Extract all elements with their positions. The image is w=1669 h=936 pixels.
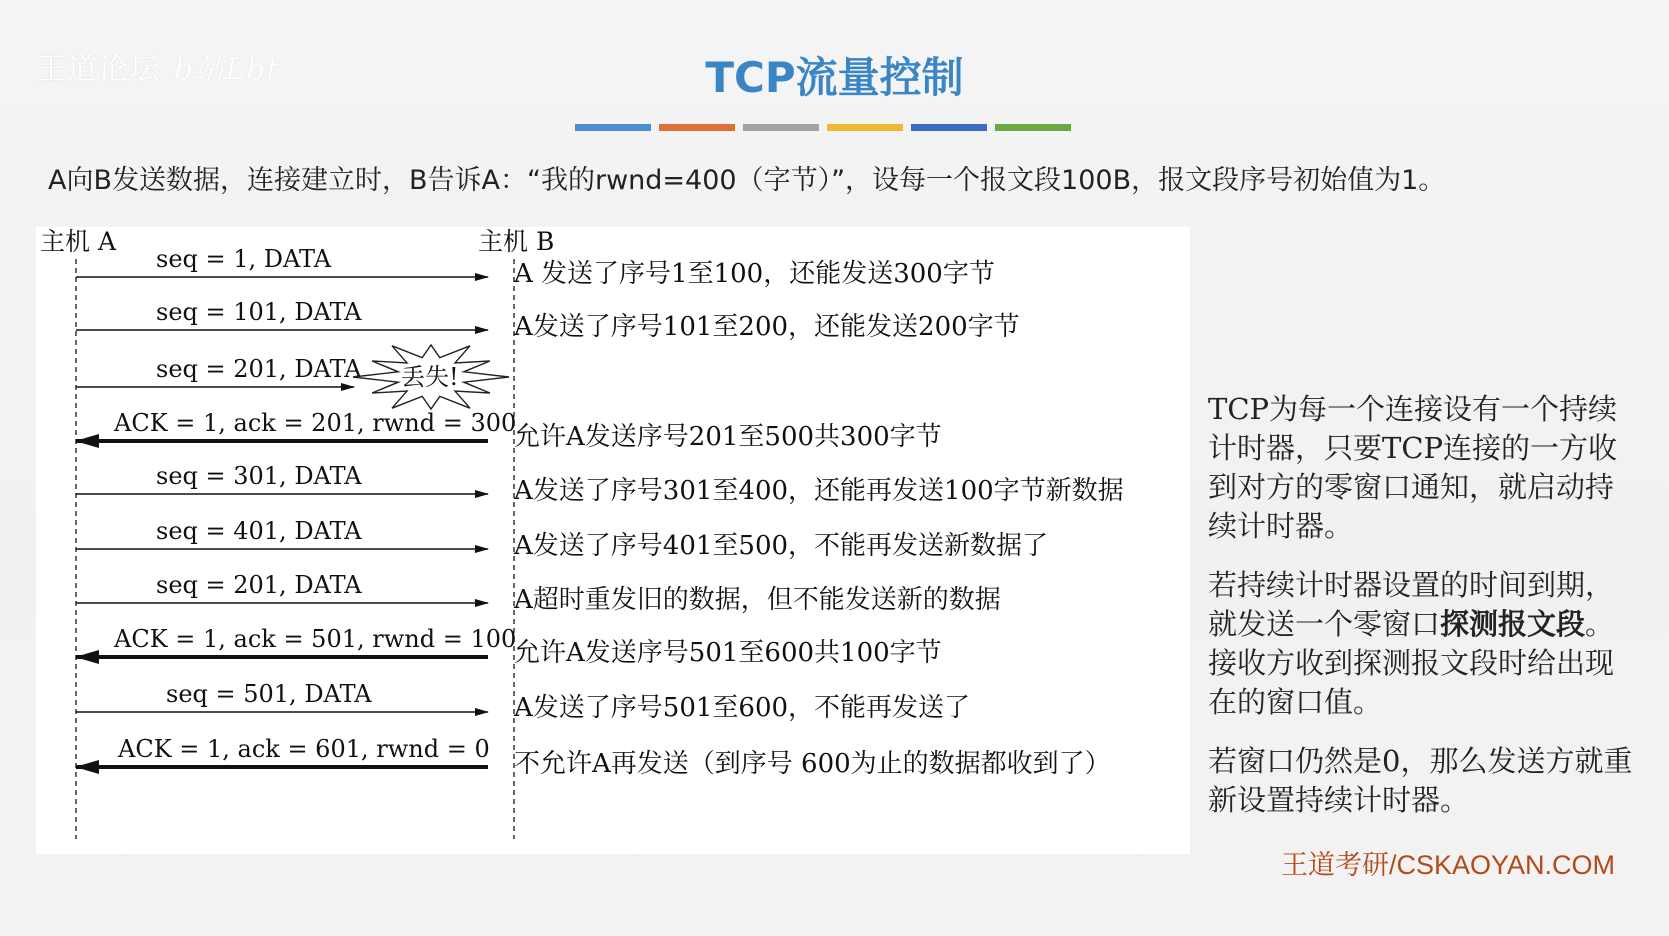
message-label: seq = 501, DATA [166,680,372,708]
color-bar-segment [911,124,987,131]
message-description: 允许A发送序号501至600共100字节 [514,638,942,668]
message-label: ACK = 1, ack = 201, rwnd = 300 [114,409,517,437]
message-label: seq = 1, DATA [156,245,332,273]
color-bar-segment [659,124,735,131]
side-note-3: 若窗口仍然是0，那么发送方就重新设置持续计时器。 [1208,744,1633,817]
message-description: 不允许A再发送（到序号 600为止的数据都收到了） [514,749,1111,779]
message-description: A 发送了序号1至100，还能发送300字节 [514,259,995,289]
watermark-logo: b站Lbt [174,52,280,87]
host-b-label: 主机 B [478,227,555,256]
side-note-2 [1208,566,1638,722]
message-description: A发送了序号401至500，不能再发送新数据了 [514,531,1049,561]
slide-title: TCP流量控制 [705,53,964,102]
side-note-2-bold: 探测报文段 [1440,607,1586,641]
sequence-diagram-panel [36,227,1190,854]
message-label: seq = 201, DATA [156,355,362,383]
lost-label: 丢失! [401,363,459,391]
message-description: 允许A发送序号201至500共300字节 [514,422,942,452]
host-a-label: 主机 A [40,227,117,256]
message-label: seq = 301, DATA [156,462,362,490]
side-note-2-after: 。接收方收到探测报文段时给出现在的窗口值。 [1208,607,1615,719]
message-description: A发送了序号101至200，还能发送200字节 [514,312,1020,342]
message-description: A发送了序号301至400，还能再发送100字节新数据 [514,476,1124,506]
message-description: A发送了序号501至600，不能再发送了 [514,693,971,723]
side-notes [1208,390,1638,840]
color-bar [575,124,1071,131]
message-label: seq = 401, DATA [156,517,362,545]
intro-text: A向B发送数据，连接建立时，B告诉A：“我的rwnd=400（字节）”，设每一个报文段100B，报文段序号初始值为1。 [48,165,1446,196]
color-bar-segment [575,124,651,131]
message-description: A超时重发旧的数据，但不能发送新的数据 [514,585,1001,615]
watermark-text: 王道论坛 [36,52,160,87]
footer-brand: 王道考研/CSKAOYAN.COM [1280,850,1615,880]
color-bar-segment [743,124,819,131]
message-label: seq = 101, DATA [156,298,362,326]
message-label: ACK = 1, ack = 501, rwnd = 100 [114,625,517,653]
color-bar-segment [827,124,903,131]
side-note-1: TCP为每一个连接设有一个持续计时器，只要TCP连接的一方收到对方的零窗口通知，就启动持续计时器。 [1208,392,1618,543]
side-note-2-before: 若持续计时器设置的时间到期，就发送一个零窗口 [1208,568,1615,641]
message-label: ACK = 1, ack = 601, rwnd = 0 [118,735,490,763]
sequence-diagram [36,227,1190,854]
message-label: seq = 201, DATA [156,571,362,599]
color-bar-segment [995,124,1071,131]
